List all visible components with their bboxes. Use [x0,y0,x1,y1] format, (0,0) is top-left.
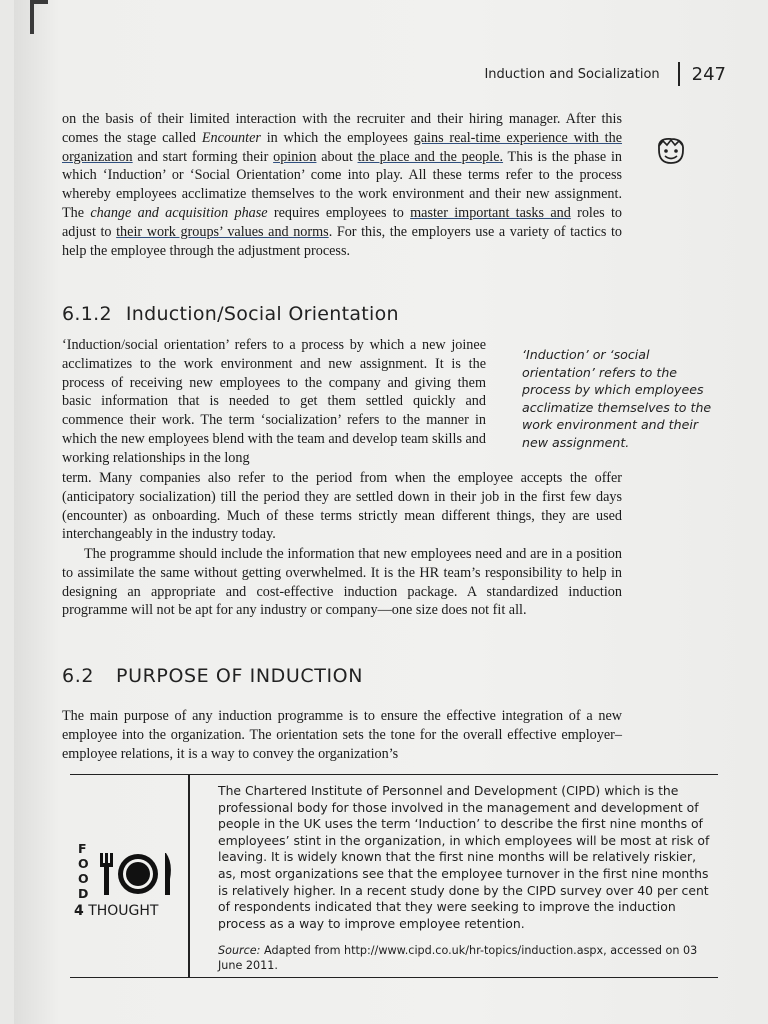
scan-corner-mark [30,0,48,34]
header-divider [678,62,680,86]
change-phase-term: change and acquisition phase [90,204,268,221]
four-thought-label: 4 THOUGHT [74,903,159,919]
food-for-thought-source: Source: Adapted from http://www.cipd.co.uk/hr-topics/induction.aspx, accessed on 03 June 2011. [218,944,698,972]
section-6-2-heading: 6.2 PURPOSE OF INDUCTION [62,665,364,687]
section-6-1-2-para1: ‘Induction/social orientation’ refers to a process by which a new joinee acclimatizes to the work environment and new assignment. It is the process of receiving new employees to the company and giving them basic information that is needed to get them settled quickly and commence their work. The term ‘socialization’ refers to the manner in which the new employees blend with the team and develop team skills and working relationships in the long [62,337,486,466]
intro-paragraph: on the basis of their limited interaction with the recruiter and their hiring manager. After this comes the stage called Encounter in which the employees gains real-time experience with the organization and start forming their opinion about the place and the people. This is the phase in which ‘Induction’ or ‘Social Orientation’ come into play. All these terms refer to the process whereby employees acclimatize themselves to the work environment and their new assignment. The change and acquisition phase requires employees to master important tasks and roles to adjust to their work groups’ values and norms. For this, the employers use a variety of tactics to help the employee through the adjustment process. [62,111,623,259]
section-6-1-2-para1-cont: term. Many companies also refer to the period from when the employee accepts the offer (anticipatory socialization) till the period they are settled down in their job in the first few days (encounter) as onboarding. Much of these terms strictly mean different things, they are used interchangeably in the industry today. [62,470,622,543]
box-divider [188,775,190,977]
section-6-1-2-heading: 6.1.2 Induction/Social Orientation [62,303,399,325]
food-letters: F O O D [78,841,89,901]
plate-fork-knife-icon [96,849,174,899]
section-6-2-para1: The main purpose of any induction programme is to ensure the effective integration of a new employee into the organization. The orientation sets the tone for the overall effective employer–employee relations, it is a way to convey the organization’s [62,708,622,762]
underline-3: the place and the people. [357,148,504,165]
page-number: 247 [691,63,726,85]
running-title: Induction and Socialization [484,66,660,82]
underline-2: opinion [273,148,317,165]
underline-1: gains real-time experience with the organization [62,129,623,165]
margin-note: ‘Induction’ or ‘social orientation’ refers to the process by which employees acclimatize themselves to the work environment and their new assignment. [522,347,712,450]
book-page [14,0,768,1024]
food-for-thought-logo [74,841,184,921]
smiley-face-doodle-icon [654,134,688,168]
underline-4: master important tasks and [410,204,571,221]
food-for-thought-box [70,774,718,978]
running-header [484,62,726,86]
section-6-1-2-para2: The programme should include the information that new employees need and are in a position to assimilate the same without getting overwhelmed. It is the HR team’s responsibility to help in designing an appropriate and cost-effective induction package. A standardized induction programme will not be apt for any industry or company—one size does not fit all. [62,546,622,619]
encounter-term: Encounter [201,129,261,146]
underline-5: their work groups’ values and norms [116,223,329,240]
food-for-thought-text: The Chartered Institute of Personnel and Development (CIPD) which is the professional body for those involved in the management and development of people in the UK uses the term ‘Induction’ to describe the first nine months of employees’ stint in the organization, in which employees will be most at risk of leaving. It is widely known that the first nine months will be relatively riskier, as, most organizations see that the employee turnover in the first nine months is relatively higher. In a recent study done by the CIPD survey over 40 per cent of respondents indicated that they were seeking to improve the induction process as a way to improve employee retention. [218,783,710,931]
